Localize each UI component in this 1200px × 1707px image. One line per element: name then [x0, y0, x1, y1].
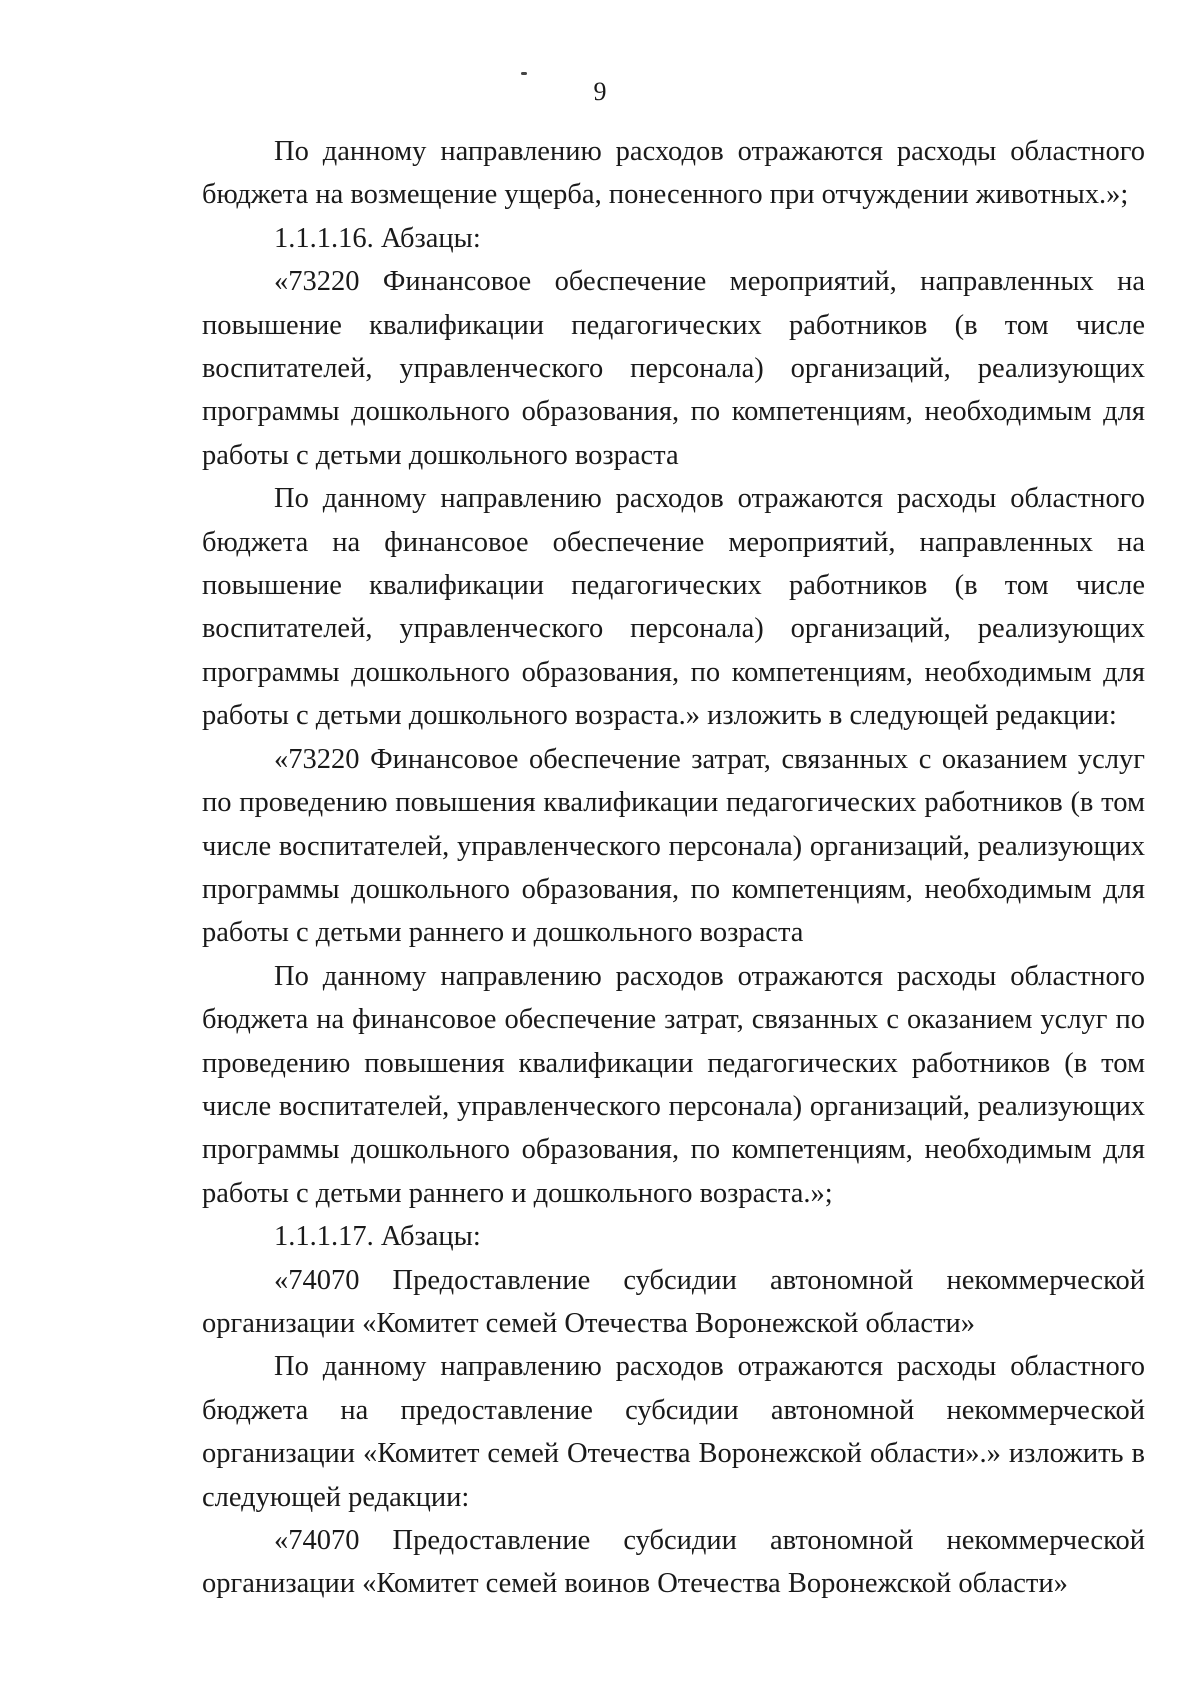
- paragraph-section-1-1-1-17: 1.1.1.17. Абзацы:: [274, 1221, 481, 1253]
- paragraph-73220-old-title: «73220 Финансовое обеспечение мероприятий, направленных на повышение квалификации педагогических работников (в том числе воспитателей, управленческого персонала) организаций, реализующих программы дошкольного образования, по компетенциям, необходимым для работы с детьми дошкольного возраста: [202, 266, 1145, 471]
- paragraph-section-1-1-1-16: 1.1.1.16. Абзацы:: [274, 222, 481, 254]
- paragraph-74070-old-title: «74070 Предоставление субсидии автономной некоммерческой организации «Комитет семей Отечества Воронежской области»: [202, 1264, 1145, 1339]
- paragraph-1: По данному направлению расходов отражаются расходы областного бюджета на возмещение ущерба, понесенного при отчуждении животных.»;: [202, 136, 1145, 211]
- paragraph-74070-new-title: «74070 Предоставление субсидии автономной некоммерческой организации «Комитет семей воинов Отечества Воронежской области»: [202, 1525, 1145, 1600]
- document-body: [202, 130, 1145, 1606]
- paragraph-74070-old-description: По данному направлению расходов отражаются расходы областного бюджета на предоставление субсидии автономной некоммерческой организации «Комитет семей Отечества Воронежской области».» изложить в следующей редакции:: [202, 1351, 1145, 1513]
- paragraph-73220-old-description: По данному направлению расходов отражаются расходы областного бюджета на финансовое обеспечение мероприятий, направленных на повышение квалификации педагогических работников (в том числе воспитателей, управленческого персонала) организаций, реализующих программы дошкольного образования, по компетенциям, необходимым для работы с детьми дошкольного возраста.» изложить в следующей редакции:: [202, 483, 1145, 732]
- paragraph-73220-new-title: «73220 Финансовое обеспечение затрат, связанных с оказанием услуг по проведению повышения квалификации педагогических работников (в том числе воспитателей, управленческого персонала) организаций, реализующих программы дошкольного образования, по компетенциям, необходимым для работы с детьми раннего и дошкольного возраста: [202, 743, 1145, 949]
- page-number: 9: [593, 77, 607, 106]
- paragraph-73220-new-description: По данному направлению расходов отражаются расходы областного бюджета на финансовое обеспечение затрат, связанных с оказанием услуг по проведению повышения квалификации педагогических работников (в том числе воспитателей, управленческого персонала) организаций, реализующих программы дошкольного образования, по компетенциям, необходимым для работы с детьми раннего и дошкольного возраста.»;: [202, 960, 1145, 1209]
